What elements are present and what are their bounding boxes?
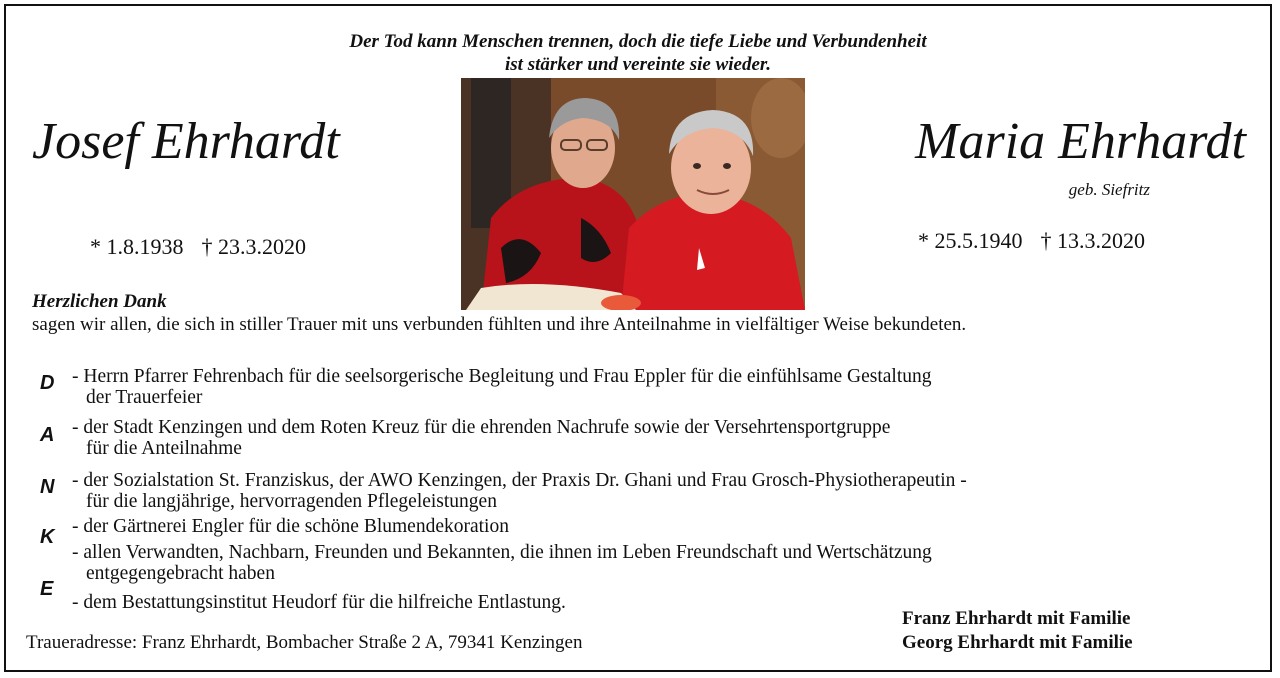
thanks-item-line: - allen Verwandten, Nachbarn, Freunden und Bekannten, die ihnen im Leben Freundschaft und Wertschätzung (72, 542, 932, 563)
thanks-heading: Herzlichen Dank (32, 291, 167, 312)
dates-josef (90, 234, 306, 260)
thanks-item (72, 542, 932, 584)
danke-letter-a: A (40, 424, 55, 446)
thanks-item (72, 470, 967, 512)
thanks-item (72, 366, 932, 408)
thanks-item-line: - der Sozialstation St. Franziskus, der AWO Kenzingen, der Praxis Dr. Ghani und Frau Grosch-Physiotherapeutin - (72, 470, 967, 491)
danke-letter-e: E (40, 578, 54, 600)
thanks-item (72, 417, 890, 459)
death-date-maria: † 13.3.2020 (1040, 228, 1145, 253)
thanks-item-continuation: entgegengebracht haben (86, 563, 275, 584)
birth-date-josef: * 1.8.1938 (90, 234, 184, 259)
danke-letter-n: N (40, 476, 55, 498)
thanks-body: sagen wir allen, die sich in stiller Trauer mit uns verbunden fühlten und ihre Anteilnahme in vielfältiger Weise bekundeten. (32, 314, 967, 335)
thanks-item-line: - Herrn Pfarrer Fehrenbach für die seelsorgerische Begleitung und Frau Eppler für die einfühlsame Gestaltung (72, 366, 932, 387)
thanks-item-continuation: für die Anteilnahme (86, 438, 242, 459)
thanks-item-line: - dem Bestattungsinstitut Heudorf für die hilfreiche Entlastung. (72, 592, 566, 613)
signature-georg: Georg Ehrhardt mit Familie (902, 632, 1133, 653)
birth-date-maria: * 25.5.1940 (918, 228, 1023, 253)
danke-letter-d: D (40, 372, 55, 394)
danke-letter-k: K (40, 526, 55, 548)
motto-line-1: Der Tod kann Menschen trennen, doch die tiefe Liebe und Verbundenheit (349, 31, 927, 52)
thanks-item-line: - der Stadt Kenzingen und dem Roten Kreuz für die ehrenden Nachrufe sowie der Versehrtensportgruppe (72, 417, 891, 438)
motto-line-2: ist stärker und vereinte sie wieder. (505, 54, 771, 75)
couple-photo (461, 78, 805, 310)
death-date-josef: † 23.3.2020 (201, 234, 306, 259)
name-maria: Maria Ehrhardt (915, 113, 1246, 170)
thanks-item (72, 516, 509, 537)
signature-franz: Franz Ehrhardt mit Familie (902, 608, 1131, 629)
couple-photo-image (461, 78, 805, 310)
thanks-item-continuation: der Trauerfeier (86, 387, 203, 408)
maiden-name-maria: geb. Siefritz (1068, 180, 1150, 199)
dates-maria (918, 228, 1145, 254)
thanks-item-continuation: für die langjährige, hervorragenden Pflegeleistungen (86, 491, 497, 512)
mourning-address: Traueradresse: Franz Ehrhardt, Bombacher Straße 2 A, 79341 Kenzingen (26, 632, 583, 653)
name-josef: Josef Ehrhardt (32, 113, 340, 170)
thanks-item-line: - der Gärtnerei Engler für die schöne Blumendekoration (72, 516, 509, 537)
thanks-item (72, 592, 566, 613)
obituary-card (4, 4, 1272, 672)
